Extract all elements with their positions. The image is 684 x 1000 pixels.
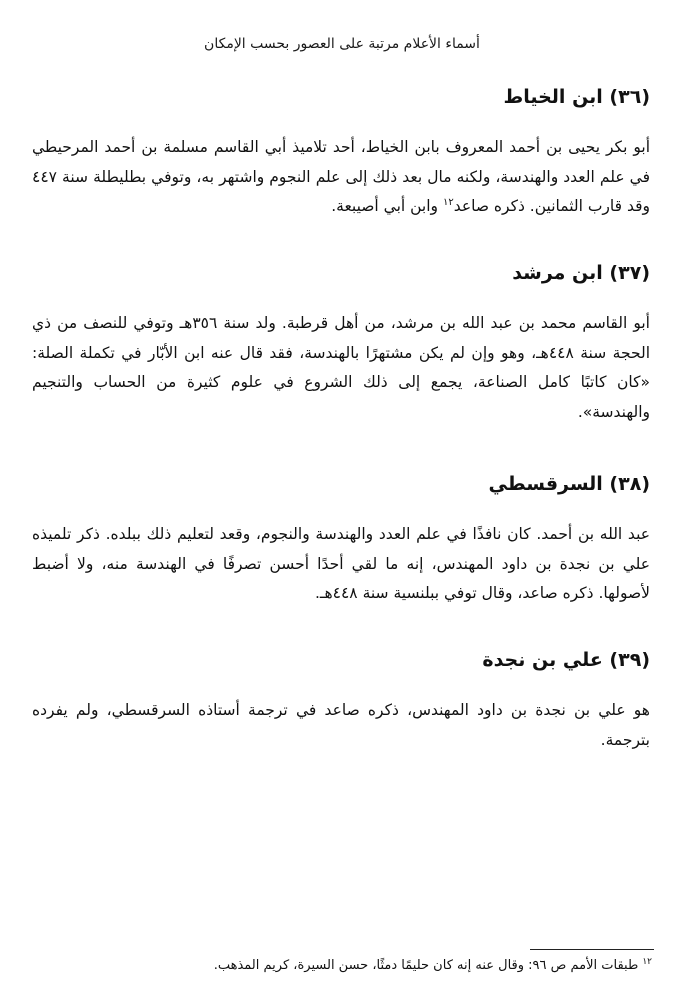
entry-title: (٣٩) علي بن نجدة [482,649,650,671]
entry-title: (٣٨) السرقسطي [488,473,650,495]
entry-body: عبد الله بن أحمد. كان نافذًا في علم العدد والهندسة والنجوم، وقعد لتعليم ذلك ببلده. ذكر تلميذه علي بن نجدة بن داود المهندس، إنه ما لقي أحدًا أحسن تصرفًا في الهندسة منه، ولا أضبط لأصولها. ذكره صاعد، وقال توفي ببلنسية سنة ٤٤٨هـ. [32,525,650,602]
entry-body: هو علي بن نجدة بن داود المهندس، ذكره صاعد في ترجمة أستاذه السرقسطي، ولم يفرده بترجمة. [32,701,650,749]
entry-ibn-al-khayyat [32,83,650,222]
running-header: أسماء الأعلام مرتبة على العصور بحسب الإمكان [204,36,480,52]
entry-text: أبو بكر يحيى بن أحمد المعروف بابن الخياط، أحد تلاميذ أبي القاسم مسلمة بن أحمد المرحيطي في علم العدد والهندسة، ولكنه مال بعد ذلك إلى علم النجوم واشتهر به، وتوفي بطليطلة سنة ٤٤٧ وقد قارب الثمانين. ذكره صاعد [32,138,650,215]
footnote-number: ١٢ [642,956,652,967]
entry-title: (٣٦) ابن الخياط [503,86,650,108]
footnote-divider [530,949,654,950]
entry-title: (٣٧) ابن مرشد [512,262,650,284]
entry-text-continued: وابن أبي أصيبعة. [331,197,443,215]
entry-body [32,133,650,222]
entry-body: أبو القاسم محمد بن عبد الله بن مرشد، من أهل قرطبة. ولد سنة ٣٥٦هـ وتوفي للنصف من ذي الحجة سنة ٤٤٨هـ، وهو وإن لم يكن مشتهرًا بالهندسة، فقد قال عنه ابن الأبّار في تكملة الصلة: «كان كاتبًا كامل الصناعة، يجمع إلى ذلك الشروع في علوم كثيرة من الحساب والتنجيم والهندسة». [32,314,650,421]
entry-ibn-murshid [32,259,650,427]
footnote-reference[interactable]: ١٢ [442,196,454,208]
entry-al-saraqusti [32,470,650,609]
entry-ali-ibn-najda [32,646,650,755]
footnote [32,956,652,976]
footnote-text: طبقات الأمم ص ٩٦: وقال عنه إنه كان حليمًا دمثًا، حسن السيرة، كريم المذهب. [213,958,639,973]
